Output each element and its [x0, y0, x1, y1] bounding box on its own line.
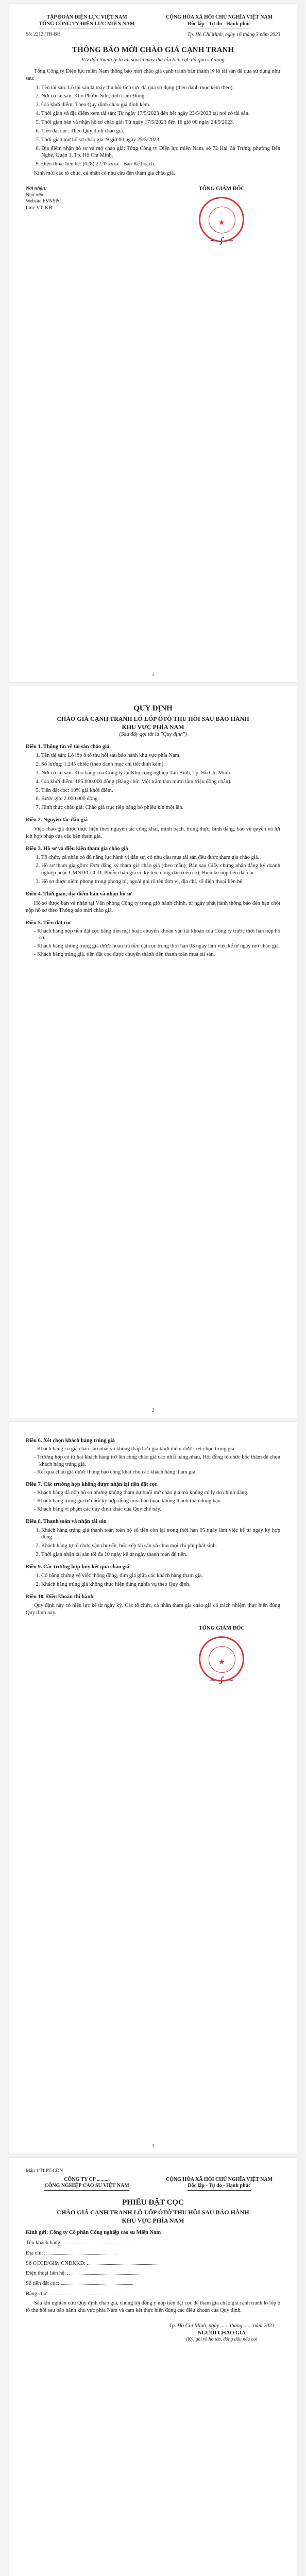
- article-item: - Khách hàng nộp tiền đặt cọc bằng tiền mặt hoặc chuyển khoản vào tài khoản của Công ty trước thời hạn nộp hồ sơ.: [34, 928, 280, 942]
- page-number: 1: [151, 672, 155, 677]
- page-number: 3: [151, 2143, 155, 2149]
- article-item: 1. Khách hàng trúng giá thanh toán toàn bộ số tiền còn lại trong thời hạn 05 ngày làm việc kể từ ngày ký hợp đồng.: [41, 1527, 280, 1541]
- article-item: 2. Số lượng: 1.245 chiếc (theo danh mục chi tiết đính kèm).: [41, 761, 280, 768]
- article-item: 4. Giá khởi điểm: 185.000.000 đồng (Bằng chữ: Một trăm tám mươi lăm triệu đồng chẵn).: [41, 778, 280, 786]
- notice-item: 9. Điện thoại liên hệ: (028) 2220 xxxx - Ban Kế hoạch.: [41, 161, 280, 168]
- article-item: 1. Tên tài sản: Lô lốp ô tô thu hồi sau bảo hành khu vực phía Nam.: [41, 752, 280, 759]
- org-name: TỔNG CÔNG TY ĐIỆN LỰC MIỀN NAM: [39, 21, 135, 29]
- article-item: - Kết quả chào giá được thông báo công khai cho các khách hàng tham gia.: [34, 1469, 280, 1476]
- article-item: 3. Thời gian nhận tài sản tối đa 10 ngày kể từ ngày thanh toán đủ tiền.: [41, 1551, 280, 1558]
- org-name: CÔNG TY CP ..........: [64, 2176, 110, 2182]
- notice-item: 5. Thời gian bán và nhận hồ sơ chào giá: Từ ngày 17/5/2023 đến 16 giờ 00 ngày 24/5/2023.: [41, 119, 280, 126]
- rules-subtitle: CHÀO GIÁ CẠNH TRANH LÔ LỐP ÔTÔ THU HỒI SAU BẢO HÀNH: [57, 715, 249, 722]
- article-item: - Khách hàng vi phạm các quy định khác của Quy chế này.: [34, 1506, 280, 1513]
- article-heading: Điều 7. Các trường hợp không được nhận lại tiền đặt cọc: [26, 1482, 157, 1488]
- article-heading: Điều 10. Điều khoản thi hành: [26, 1594, 94, 1600]
- nation-motto: Độc lập - Tự do - Hạnh phúc: [188, 2183, 250, 2191]
- form-number: Mẫu 1/TLPT-CĐN: [26, 2168, 63, 2174]
- article-heading: Điều 9. Các trường hợp hủy kết quả chào giá: [26, 1564, 130, 1570]
- article-item: 3. Nơi có tài sản: Kho hàng của Công ty tại Khu công nghiệp Tân Bình, Tp. Hồ Chí Minh.: [41, 770, 280, 777]
- article-item: 6. Bước giá: 2.000.000 đồng.: [41, 795, 280, 803]
- signature-icon: ~ ∫ ~: [209, 1675, 234, 1685]
- article-item: - Khách hàng trúng giá từ chối ký hợp đồng mua bán hoặc không thanh toán đúng hạn.: [34, 1498, 280, 1505]
- article-item: 1. Có bằng chứng về việc thông đồng, dìm giá giữa các khách hàng tham gia.: [41, 1572, 280, 1580]
- company-seal-icon: ★: [199, 1636, 244, 1682]
- page-rules-2: [9, 1422, 297, 2154]
- article-item: - Khách hàng không trúng giá được hoàn trả tiền đặt cọc trong thời hạn 03 ngày làm việc kể từ ngày mở chào giá.: [34, 943, 280, 950]
- notice-item: 8. Địa điểm nhận hồ sơ và mở chào giá: Tổng Công ty Điện lực miền Nam, số 72 Hai Bà Trưng, phường Bến Nghé, Quận 1, Tp. Hồ Chí Minh.: [41, 145, 280, 160]
- form-field[interactable]: Số CCCD/Giấy CNĐKKD:: [26, 2259, 280, 2267]
- notice-item: 1. Tên tài sản: Lô tài sản là máy thu hồi tích cực đã qua sử dụng (theo danh mục kèm theo).: [41, 84, 280, 92]
- form-field[interactable]: Địa chỉ:: [26, 2249, 280, 2257]
- page-number: 2: [151, 1408, 155, 1413]
- rules-subtitle-3: (Sau đây gọi tắt là "Quy định"): [119, 732, 187, 738]
- notice-item: 3. Giá khởi điểm: Theo Quy định chào giá đính kèm.: [41, 101, 280, 109]
- sign-note: (Ký, ghi rõ họ tên, đóng dấu nếu có): [186, 2337, 258, 2343]
- place-date: Tp. Hồ Chí Minh, ngày ...... tháng ...... năm 2023: [168, 2323, 275, 2329]
- page-rules-1: [9, 686, 297, 1418]
- form-field[interactable]: Số tiền đặt cọc:: [26, 2279, 280, 2287]
- document-header: [26, 2177, 280, 2191]
- notice-subtitle: V/v đấu thanh lý lô tài sản là máy thu hồi tích cực đã qua sử dụng: [81, 57, 225, 63]
- deposit-body: Sau khi nghiên cứu Quy định chào giá, chúng tôi đồng ý nộp tiền đặt cọc để tham gia chào giá cạnh tranh lô lốp ô tô thu hồi sau bảo hành khu vực phía Nam và cam kết thực hiện đúng các điều khoản của Quy định.: [26, 2300, 280, 2313]
- article-item: 7. Hình thức chào giá: Chào giá trực tiếp bằng bỏ phiếu kín một lần.: [41, 804, 280, 811]
- article-text: Hồ sơ được bán và nhận tại Văn phòng Công ty trong giờ hành chính, từ ngày phát hành thông báo đến hạn chót nộp hồ sơ theo Thông báo mời chào giá.: [26, 900, 280, 913]
- nation-motto: Độc lập - Tự do - Hạnh phúc: [188, 21, 250, 29]
- signature-icon: ~ ∫ ~: [209, 235, 234, 245]
- form-field[interactable]: Tên khách hàng:: [26, 2239, 280, 2247]
- notice-closing: Kính mời các tổ chức, cá nhân có nhu cầu đến tham gia chào giá.: [34, 171, 175, 177]
- notice-item: 4. Thời gian và địa điểm xem tài sản: Từ ngày 17/5/2023 đến hết ngày 23/5/2023 tại nơi có tài sản.: [41, 110, 280, 117]
- article-item: 2. Khách hàng tự tổ chức vận chuyển, bốc xếp tài sản và chịu mọi chi phí phát sinh.: [41, 1543, 280, 1550]
- signature-block: [26, 2323, 280, 2343]
- notice-item: 6. Tiền đặt cọc: Theo Quy định chào giá.: [41, 128, 280, 135]
- signature-block: [26, 1625, 280, 1687]
- article-heading: Điều 8. Thanh toán và nhận tài sản: [26, 1518, 107, 1524]
- notice-item: 7. Thời gian mở hồ sơ chào giá: 9 giờ 00 ngày 25/5/2023.: [41, 137, 280, 144]
- article-item: 2. Khách hàng trúng giá không thực hiện đúng nghĩa vụ theo Quy định.: [41, 1581, 280, 1588]
- notice-title: THÔNG BÁO MỜI CHÀO GIÁ CẠNH TRANH: [72, 46, 234, 55]
- recipient: Website EVNSPC;: [26, 199, 63, 205]
- recipient: Như trên;: [26, 192, 45, 198]
- article-item: 5. Tiền đặt cọc: 10% giá khởi điểm.: [41, 787, 280, 794]
- recipient: Lưu: VT, KH.: [26, 205, 54, 211]
- article-heading: Điều 1. Thông tin về tài sản chào giá: [26, 744, 110, 750]
- notice-intro: Tổng Công ty Điện lực miền Nam thông báo mời chào giá cạnh tranh bán thanh lý lô tài sản đã qua sử dụng như sau:: [26, 68, 280, 81]
- nation-name: CỘNG HÒA XÃ HỘI CHỦ NGHĨA VIỆT NAM: [165, 2176, 273, 2182]
- article-item: - Trường hợp có từ hai khách hàng trở lên cùng chào giá cao nhất bằng nhau, Hội đồng tổ chức bốc thăm để chọn khách hàng trúng giá.: [34, 1454, 280, 1468]
- article-item: - Khách hàng có giá chào cao nhất và không thấp hơn giá khởi điểm được xét chọn trúng giá.: [34, 1446, 280, 1453]
- form-field[interactable]: Điện thoại liên hệ:: [26, 2269, 280, 2277]
- article-text: Việc chào giá được thực hiện theo nguyên tắc công khai, minh bạch, trung thực, bình đẳng, bảo vệ quyền và lợi ích hợp pháp của các bên tham gia.: [26, 826, 280, 839]
- company-seal-icon: ★: [199, 197, 244, 242]
- deposit-recipient: Kính gửi: Công ty Cổ phần Công nghiệp cao su Miền Nam: [26, 2229, 161, 2235]
- org-parent: TẬP ĐOÀN ĐIỆN LỰC VIỆT NAM: [46, 14, 127, 20]
- article-heading: Điều 6. Xét chọn khách hàng trúng giá: [26, 1438, 115, 1444]
- article-heading: Điều 4. Thời gian, địa điểm bán và nhận hồ sơ: [26, 891, 132, 897]
- page-deposit-form: [9, 2158, 297, 2576]
- document-date: Tp. Hồ Chí Minh, ngày 16 tháng 5 năm 2023: [187, 32, 280, 38]
- signature-block: [26, 185, 280, 248]
- article-item: 3. Hồ sơ được niêm phong trong phong bì, ngoài ghi rõ tên đơn vị, địa chỉ, số điện thoại liên hệ.: [41, 878, 280, 886]
- article-item: 2. Hồ sơ tham gia gồm: Đơn đăng ký tham gia chào giá (theo mẫu); Bản sao Giấy chứng nhận đăng ký doanh nghiệp hoặc CMND/CCCD; Phiếu chào giá có ký tên, đóng dấu (nếu có); Biên lai nộp tiền đặt cọc.: [41, 862, 280, 877]
- nation-name: CỘNG HÒA XÃ HỘI CHỦ NGHĨA VIỆT NAM: [165, 14, 273, 20]
- article-item: - Khách hàng đã nộp hồ sơ nhưng không tham dự buổi mở chào giá mà không có lý do chính đáng.: [34, 1489, 280, 1497]
- notice-item: 2. Nơi có tài sản: Kho Phước Sơn, tỉnh Lâm Đồng.: [41, 93, 280, 100]
- org-name-2: CÔNG NGHIỆP CAO SU VIỆT NAM: [44, 2183, 129, 2191]
- deposit-title: PHIẾU ĐẶT CỌC: [122, 2198, 184, 2207]
- rules-subtitle-2: KHU VỰC PHÍA NAM: [122, 723, 184, 731]
- signer-role: NGƯỜI CHÀO GIÁ: [197, 2330, 246, 2336]
- deposit-fields: [26, 2239, 280, 2298]
- article-heading: Điều 3. Hồ sơ và điều kiện tham gia chào giá: [26, 845, 128, 852]
- deposit-subtitle: CHÀO GIÁ CẠNH TRANH LÔ LỐP ÔTÔ THU HỒI SAU BẢO HÀNH: [57, 2209, 249, 2216]
- article-item: 1. Tổ chức, cá nhân có đủ năng lực hành vi dân sự, có nhu cầu mua tài sản đều được tham gia chào giá.: [41, 854, 280, 861]
- notice-items: [35, 84, 280, 168]
- article-text: Quy định này có hiệu lực kể từ ngày ký. Các tổ chức, cá nhân tham gia chào giá có trách nhiệm thực hiện đúng Quy định này.: [26, 1603, 280, 1616]
- page-notice: [9, 4, 297, 682]
- document-number: Số: 2212 /TB-BH: [26, 32, 61, 37]
- document-header: [26, 14, 280, 28]
- recipients-label: Nơi nhận:: [26, 186, 47, 192]
- deposit-subtitle-2: KHU VỰC PHÍA NAM: [122, 2217, 184, 2225]
- signer-role: TỔNG GIÁM ĐỐC: [198, 186, 245, 192]
- signer-role: TỔNG GIÁM ĐỐC: [198, 1625, 245, 1632]
- form-field[interactable]: Bằng chữ:: [26, 2290, 280, 2298]
- article-heading: Điều 5. Tiền đặt cọc: [26, 920, 72, 926]
- article-item: - Khách hàng trúng giá, tiền đặt cọc được chuyển thành tiền thanh toán mua tài sản.: [34, 951, 280, 958]
- rules-title: QUY ĐỊNH: [133, 704, 173, 713]
- article-heading: Điều 2. Nguyên tắc đấu giá: [26, 817, 88, 823]
